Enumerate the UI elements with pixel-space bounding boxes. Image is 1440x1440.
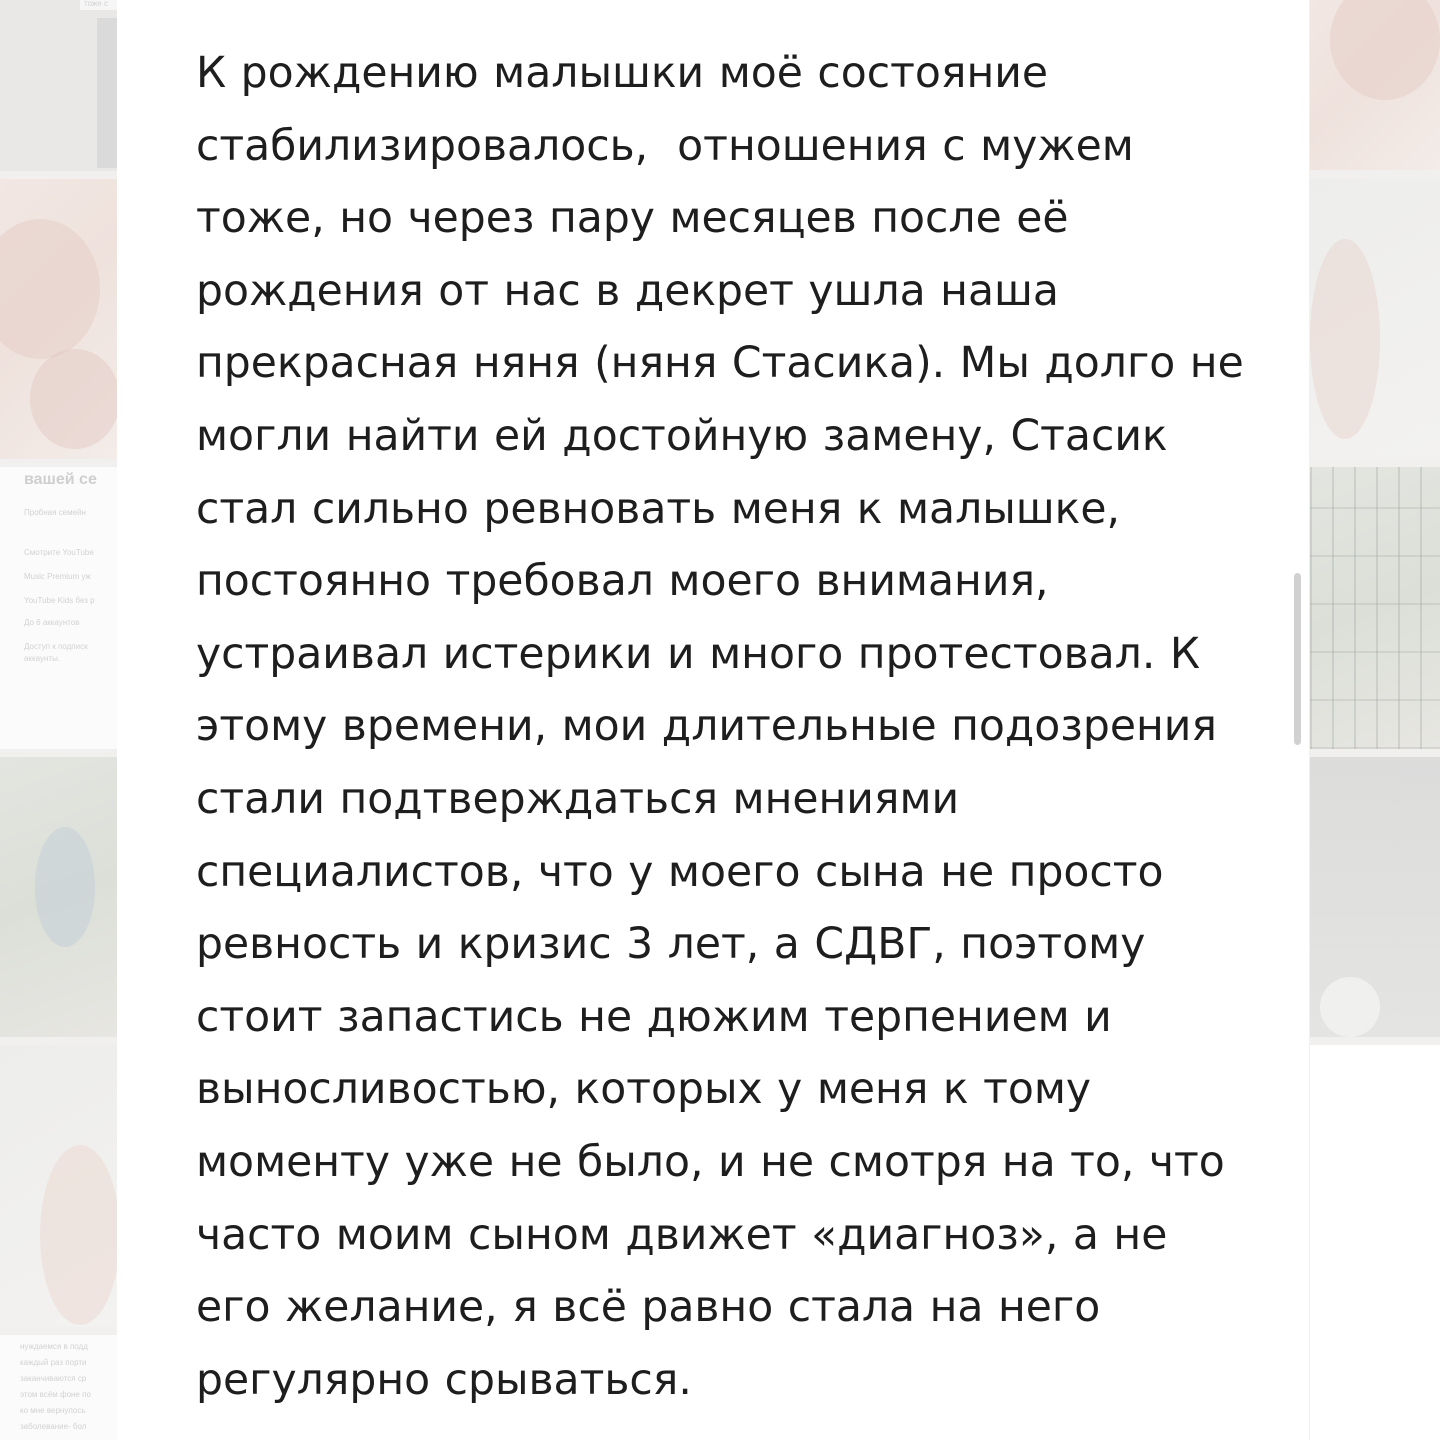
article-line: стоит запастись не дюжим терпением и [196, 992, 1112, 1042]
background-line: этом всём фоне по [20, 1390, 91, 1399]
background-line: заканчиваются ср [20, 1374, 87, 1383]
background-line: нуждаемся в подд [20, 1342, 88, 1351]
background-tile-photo [1310, 467, 1440, 749]
background-line: заболевание- бол [20, 1422, 87, 1431]
background-line: ко мне вернулось [20, 1406, 86, 1415]
background-line: Music Premium уж [24, 572, 91, 581]
article-line: этому времени, мои длительные подозрения [196, 702, 1217, 752]
background-tile-screenshot [0, 1335, 117, 1440]
background-line: Доступ к подписк [24, 642, 88, 651]
article-line: постоянно требовал моего внимания, [196, 557, 1049, 607]
article-line: моменту уже не было, и не смотря на то, что [196, 1137, 1225, 1187]
article-line: могли найти ей достойную замену, Стасик [196, 411, 1168, 461]
background-tile-photo [0, 0, 117, 171]
background-tile-screenshot [0, 467, 117, 749]
background-tag: тоже с [84, 0, 108, 8]
background-heading: вашей се [24, 471, 97, 488]
background-tile-photo [0, 179, 117, 459]
article-line: устраивал истерики и много протестовал. К [196, 629, 1201, 679]
background-tile-photo [1310, 0, 1440, 170]
article-line: К рождению малышки моё состояние [196, 49, 1049, 98]
article-text [196, 38, 1286, 1417]
article-line: прекрасная няня (няня Стасика). Мы долго не [196, 339, 1244, 389]
background-line: Пробная семейн [24, 508, 86, 517]
article-line: ревность и кризис 3 лет, а СДВГ, поэтому [196, 920, 1146, 970]
background-tile-photo [1310, 179, 1440, 459]
article-line: стабилизировалось, отношения с мужем [196, 121, 1134, 171]
article-line: его желание, я всё равно стала на него [196, 1283, 1101, 1333]
article-line: регулярно срываться. [196, 1355, 692, 1405]
article-line: стали подтверждаться мнениями [196, 774, 960, 824]
scrollbar-thumb[interactable] [1294, 573, 1301, 745]
background-line: аккаунты. [24, 654, 61, 663]
background-tile-photo [0, 757, 117, 1037]
background-line: Смотрите YouTube [24, 548, 94, 557]
background-tile-photo [1310, 757, 1440, 1037]
article-line: рождения от нас в декрет ушла наша [196, 266, 1059, 316]
background-tile-empty [1310, 1045, 1440, 1440]
background-line: YouTube Kids без р [24, 596, 95, 605]
article-line: тоже, но через пару месяцев после её [196, 194, 1069, 244]
article-line: часто моим сыном движет «диагноз», а не [196, 1210, 1168, 1260]
background-line: До 6 аккаунтов [24, 618, 80, 627]
article-line: специалистов, что у моего сына не просто [196, 847, 1164, 897]
background-line: каждый раз порти [20, 1358, 87, 1367]
article-line: стал сильно ревновать меня к малышке, [196, 484, 1121, 534]
background-tile-photo [0, 1045, 117, 1327]
article-line: выносливостью, которых у меня к тому [196, 1065, 1092, 1115]
